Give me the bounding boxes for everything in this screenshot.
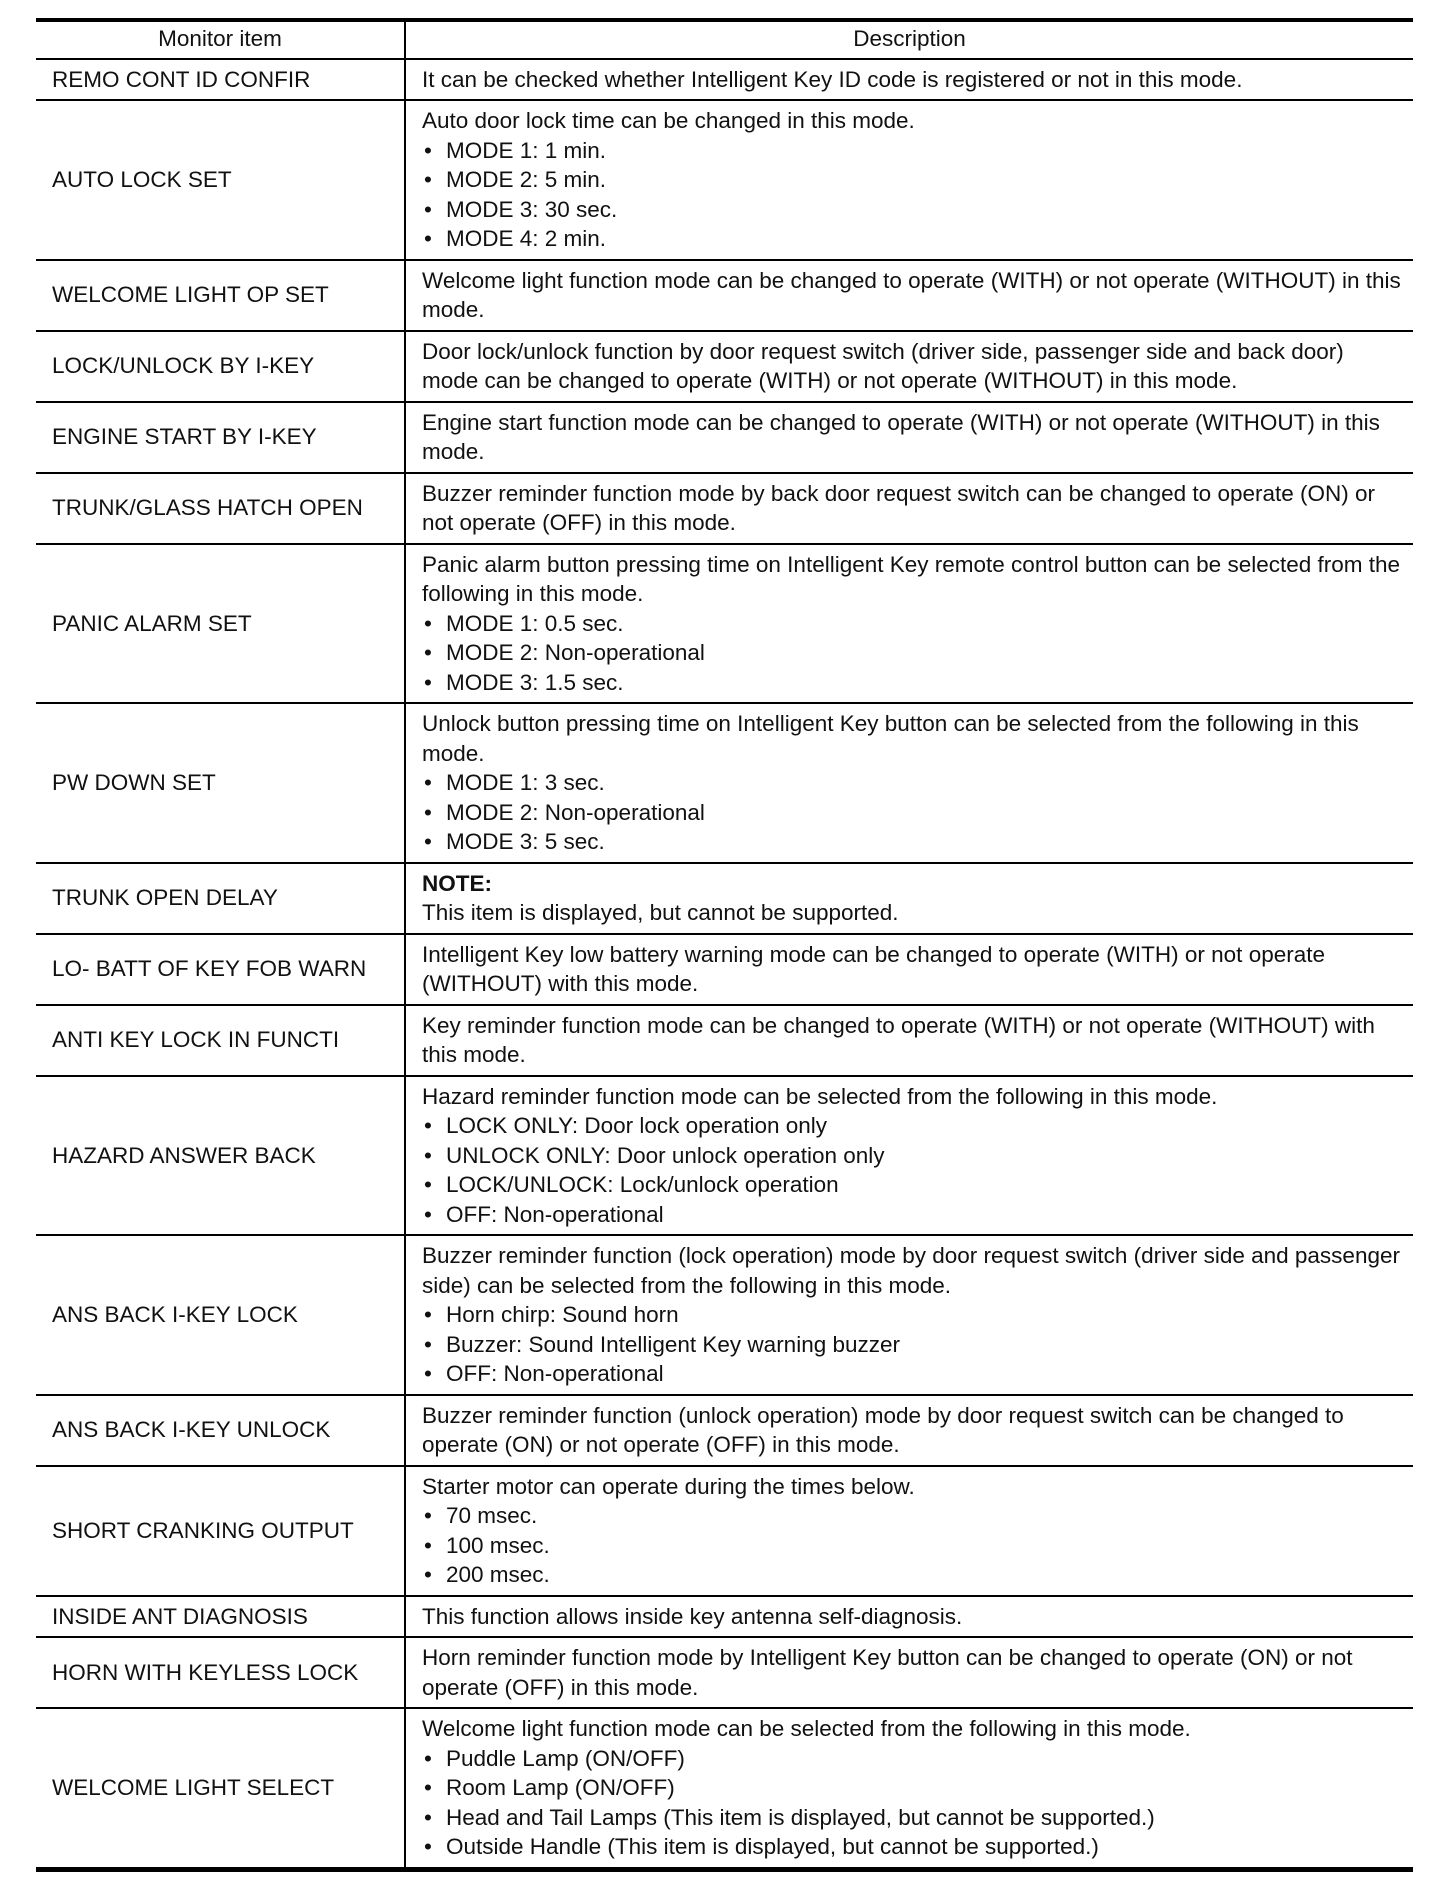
option-list-item: • LOCK/UNLOCK: Lock/unlock operation: [422, 1170, 1401, 1200]
option-list-item: • UNLOCK ONLY: Door unlock operation only: [422, 1141, 1401, 1171]
option-list-item: • Buzzer: Sound Intelligent Key warning buzzer: [422, 1330, 1401, 1360]
table-header: [36, 20, 1413, 59]
monitor-item-description: [405, 59, 1413, 101]
monitor-item-description: [405, 1076, 1413, 1236]
monitor-item-name: ANS BACK I-KEY UNLOCK: [36, 1395, 405, 1466]
note-label: NOTE:: [422, 870, 492, 896]
table-row: [36, 863, 1413, 934]
monitor-item-name: TRUNK/GLASS HATCH OPEN: [36, 473, 405, 544]
table-row: [36, 100, 1413, 260]
monitor-item-name: HORN WITH KEYLESS LOCK: [36, 1637, 405, 1708]
table-row: [36, 402, 1413, 473]
option-list-item: • OFF: Non-operational: [422, 1359, 1401, 1389]
option-list-item: • MODE 3: 30 sec.: [422, 195, 1401, 225]
table-row: [36, 1395, 1413, 1466]
monitor-item-name: LOCK/UNLOCK BY I-KEY: [36, 331, 405, 402]
monitor-item-description: [405, 1005, 1413, 1076]
option-list-item: • MODE 1: 3 sec.: [422, 768, 1401, 798]
table-row: [36, 1005, 1413, 1076]
table-row: [36, 544, 1413, 704]
monitor-item-name: REMO CONT ID CONFIR: [36, 59, 405, 101]
monitor-item-name: PANIC ALARM SET: [36, 544, 405, 704]
description-text: Panic alarm button pressing time on Intelligent Key remote control button can be selected from the following in this mode.: [422, 551, 1401, 606]
monitor-item-description: [405, 402, 1413, 473]
monitor-item-description: [405, 1235, 1413, 1395]
monitor-item-name: TRUNK OPEN DELAY: [36, 863, 405, 934]
description-text: Auto door lock time can be changed in this mode.: [422, 108, 915, 133]
monitor-item-name: ANTI KEY LOCK IN FUNCTI: [36, 1005, 405, 1076]
monitor-item-name: HAZARD ANSWER BACK: [36, 1076, 405, 1236]
monitor-item-description: [405, 544, 1413, 704]
option-list-item: • MODE 1: 0.5 sec.: [422, 609, 1401, 639]
table-row: [36, 473, 1413, 544]
table-row: [36, 1466, 1413, 1596]
monitor-item-table: [36, 18, 1413, 1872]
monitor-item-name: ANS BACK I-KEY LOCK: [36, 1235, 405, 1395]
description-text: Buzzer reminder function (lock operation) mode by door request switch (driver side and passenger side) can be selected from the following in this mode.: [422, 1243, 1400, 1298]
option-list-item: • 200 msec.: [422, 1560, 1401, 1590]
table-row: [36, 934, 1413, 1005]
monitor-item-name: AUTO LOCK SET: [36, 100, 405, 260]
monitor-item-name: ENGINE START BY I-KEY: [36, 402, 405, 473]
description-text: Welcome light function mode can be changed to operate (WITH) or not operate (WITHOUT) in this mode.: [422, 267, 1401, 322]
option-list-item: • MODE 4: 2 min.: [422, 224, 1401, 254]
option-list-item: • Horn chirp: Sound horn: [422, 1300, 1401, 1330]
monitor-item-name: LO- BATT OF KEY FOB WARN: [36, 934, 405, 1005]
description-text: Door lock/unlock function by door request switch (driver side, passenger side and back door) mode can be changed to operate (WITH) or not operate (WITHOUT) in this mode.: [422, 338, 1344, 393]
option-list-item: • LOCK ONLY: Door lock operation only: [422, 1111, 1401, 1141]
option-list-item: • MODE 1: 1 min.: [422, 136, 1401, 166]
option-list-item: • Outside Handle (This item is displayed, but cannot be supported.): [422, 1832, 1401, 1862]
option-list-item: • 70 msec.: [422, 1501, 1401, 1531]
option-list-item: • Puddle Lamp (ON/OFF): [422, 1744, 1401, 1774]
monitor-item-name: WELCOME LIGHT OP SET: [36, 260, 405, 331]
monitor-item-name: SHORT CRANKING OUTPUT: [36, 1466, 405, 1596]
monitor-item-description: [405, 1596, 1413, 1638]
header-row: [36, 20, 1413, 59]
monitor-item-name: PW DOWN SET: [36, 703, 405, 863]
monitor-item-name: WELCOME LIGHT SELECT: [36, 1708, 405, 1869]
description-text: Welcome light function mode can be selected from the following in this mode.: [422, 1716, 1191, 1741]
table-row: [36, 1637, 1413, 1708]
table-row: [36, 260, 1413, 331]
option-list-item: • MODE 2: Non-operational: [422, 638, 1401, 668]
monitor-item-description: [405, 934, 1413, 1005]
description-text: It can be checked whether Intelligent Key ID code is registered or not in this mode.: [422, 66, 1243, 92]
option-list-item: • MODE 3: 5 sec.: [422, 827, 1401, 857]
option-list-item: • 100 msec.: [422, 1531, 1401, 1561]
monitor-item-description: [405, 703, 1413, 863]
description-text: Engine start function mode can be changed to operate (WITH) or not operate (WITHOUT) in this mode.: [422, 409, 1380, 464]
monitor-item-description: [405, 1466, 1413, 1596]
option-list-item: • Head and Tail Lamps (This item is displayed, but cannot be supported.): [422, 1803, 1401, 1833]
table-row: [36, 703, 1413, 863]
description-text: Buzzer reminder function (unlock operation) mode by door request switch can be changed to operate (ON) or not operate (OFF) in this mode.: [422, 1402, 1344, 1457]
monitor-item-description: [405, 1395, 1413, 1466]
column-header-description: Description: [405, 20, 1413, 59]
option-list-item: • MODE 2: 5 min.: [422, 165, 1401, 195]
option-list-item: • MODE 3: 1.5 sec.: [422, 668, 1401, 698]
option-list-item: • MODE 2: Non-operational: [422, 798, 1401, 828]
table-row: [36, 1235, 1413, 1395]
option-list-item: • OFF: Non-operational: [422, 1200, 1401, 1230]
monitor-item-description: [405, 100, 1413, 260]
description-text: This function allows inside key antenna self-diagnosis.: [422, 1603, 963, 1629]
description-text: Intelligent Key low battery warning mode can be changed to operate (WITH) or not operate (WITHOUT) with this mode.: [422, 941, 1325, 996]
table-body: [36, 59, 1413, 1870]
description-text: Hazard reminder function mode can be selected from the following in this mode.: [422, 1083, 1218, 1109]
option-list-item: • Room Lamp (ON/OFF): [422, 1773, 1401, 1803]
description-text: Buzzer reminder function mode by back door request switch can be changed to operate (ON) or not operate (OFF) in this mode.: [422, 480, 1375, 535]
description-text: Horn reminder function mode by Intelligent Key button can be changed to operate (ON) or not operate (OFF) in this mode.: [422, 1645, 1353, 1700]
description-text: This item is displayed, but cannot be supported.: [422, 900, 899, 925]
monitor-item-description: [405, 863, 1413, 934]
table-row: [36, 1708, 1413, 1869]
table-row: [36, 1076, 1413, 1236]
description-text: Unlock button pressing time on Intelligent Key button can be selected from the following in this mode.: [422, 711, 1359, 766]
monitor-item-description: [405, 1708, 1413, 1869]
column-header-monitor-item: Monitor item: [36, 20, 405, 59]
monitor-item-description: [405, 260, 1413, 331]
description-text: Starter motor can operate during the times below.: [422, 1473, 915, 1499]
monitor-item-description: [405, 1637, 1413, 1708]
monitor-item-description: [405, 331, 1413, 402]
table-row: [36, 1596, 1413, 1638]
table-row: [36, 331, 1413, 402]
description-text: Key reminder function mode can be changed to operate (WITH) or not operate (WITHOUT) with this mode.: [422, 1012, 1375, 1067]
table-row: [36, 59, 1413, 101]
monitor-item-description: [405, 473, 1413, 544]
monitor-item-name: INSIDE ANT DIAGNOSIS: [36, 1596, 405, 1638]
